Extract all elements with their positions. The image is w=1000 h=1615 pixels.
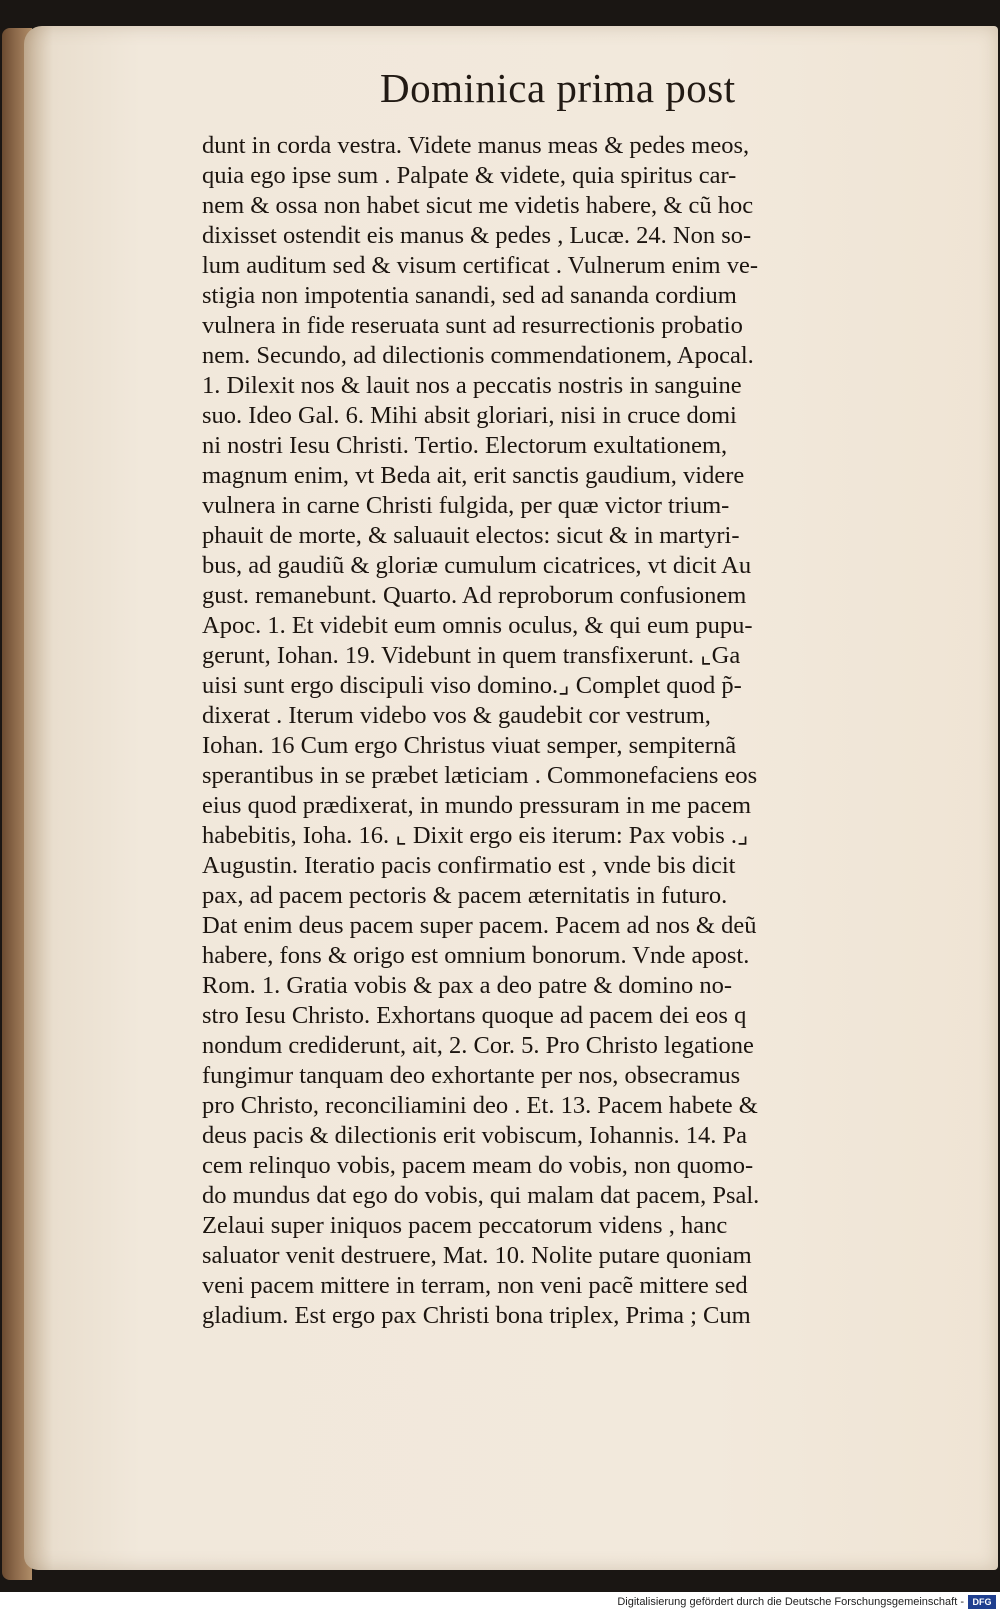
text-line: suo. Ideo Gal. 6. Mihi absit gloriari, nisi in cruce domi [202, 402, 737, 429]
text-line: stro Iesu Christo. Exhortans quoque ad pacem dei eos q [202, 1002, 747, 1029]
text-line: dixisset ostendit eis manus & pedes , Lucæ. 24. Non so- [202, 222, 752, 249]
text-line: vulnera in fide reseruata sunt ad resurrectionis probatio [202, 312, 743, 339]
text-line: ni nostri Iesu Christi. Tertio. Electorum exultationem, [202, 432, 728, 459]
footer-bar [0, 1592, 1000, 1615]
text-line: gerunt, Iohan. 19. Videbunt in quem transfixerunt. ⌞Ga [202, 642, 741, 669]
text-line: 1. Dilexit nos & lauit nos a peccatis nostris in sanguine [202, 372, 742, 399]
text-line: stigia non impotentia sanandi, sed ad sananda cordium [202, 282, 737, 309]
text-line: deus pacis & dilectionis erit vobiscum, Iohannis. 14. Pa [202, 1122, 748, 1149]
text-line: pro Christo, reconciliamini deo . Et. 13. Pacem habete & [202, 1092, 758, 1119]
text-line: Zelaui super iniquos pacem peccatorum videns , hanc [202, 1212, 728, 1239]
funding-credit: Digitalisierung gefördert durch die Deutsche Forschungsgemeinschaft - [617, 1596, 964, 1608]
text-line: uisi sunt ergo discipuli viso domino.⌟ Complet quod p̃- [202, 672, 742, 699]
text-line: saluator venit destruere, Mat. 10. Nolite putare quoniam [202, 1242, 752, 1269]
text-line: Iohan. 16 Cum ergo Christus viuat semper, sempiternã [202, 732, 737, 759]
text-line: gladium. Est ergo pax Christi bona triplex, Prima ; Cum [202, 1302, 751, 1329]
text-line: habebitis, Ioha. 16. ⌞ Dixit ergo eis iterum: Pax vobis .⌟ [202, 822, 749, 849]
text-line: magnum enim, vt Beda ait, erit sanctis gaudium, videre [202, 462, 745, 489]
text-line: gust. remanebunt. Quarto. Ad reproborum confusionem [202, 582, 747, 609]
text-line: Rom. 1. Gratia vobis & pax a deo patre & domino no- [202, 972, 733, 999]
text-line: dunt in corda vestra. Videte manus meas & pedes meos, [202, 132, 750, 159]
text-line: phauit de morte, & saluauit electos: sicut & in martyri- [202, 522, 740, 549]
text-line: vulnera in carne Christi fulgida, per quæ victor trium- [202, 492, 730, 519]
running-head: Dominica prima post [380, 65, 736, 111]
text-line: veni pacem mittere in terram, non veni pacẽ mittere sed [202, 1272, 748, 1299]
text-line: nem & ossa non habet sicut me videtis habere, & cũ hoc [202, 192, 754, 219]
text-line: quia ego ipse sum . Palpate & videte, quia spiritus car- [202, 162, 737, 189]
text-line: Augustin. Iteratio pacis confirmatio est , vnde bis dicit [202, 852, 736, 879]
dfg-logo: DFG [968, 1595, 996, 1609]
text-line: lum auditum sed & visum certificat . Vulnerum enim ve- [202, 252, 759, 279]
text-line: bus, ad gaudiũ & gloriæ cumulum cicatrices, vt dicit Au [202, 552, 752, 579]
text-line: cem relinquo vobis, pacem meam do vobis, non quomo- [202, 1152, 754, 1179]
text-line: nondum crediderunt, ait, 2. Cor. 5. Pro Christo legatione [202, 1032, 754, 1059]
text-line: sperantibus in se præbet læticiam . Commonefaciens eos [202, 762, 758, 789]
body-text [202, 131, 912, 1331]
text-line: fungimur tanquam deo exhortante per nos, obsecramus [202, 1062, 741, 1089]
text-line: Dat enim deus pacem super pacem. Pacem ad nos & deũ [202, 912, 757, 939]
text-line: eius quod prædixerat, in mundo pressuram in me pacem [202, 792, 752, 819]
text-line: habere, fons & origo est omnium bonorum. Vnde apost. [202, 942, 750, 969]
text-line: do mundus dat ego do vobis, qui malam dat pacem, Psal. [202, 1182, 760, 1209]
text-line: pax, ad pacem pectoris & pacem æternitatis in futuro. [202, 882, 728, 909]
text-line: Apoc. 1. Et videbit eum omnis oculus, & qui eum pupu- [202, 612, 753, 639]
text-line: dixerat . Iterum videbo vos & gaudebit cor vestrum, [202, 702, 711, 729]
text-line: nem. Secundo, ad dilectionis commendationem, Apocal. [202, 342, 754, 369]
